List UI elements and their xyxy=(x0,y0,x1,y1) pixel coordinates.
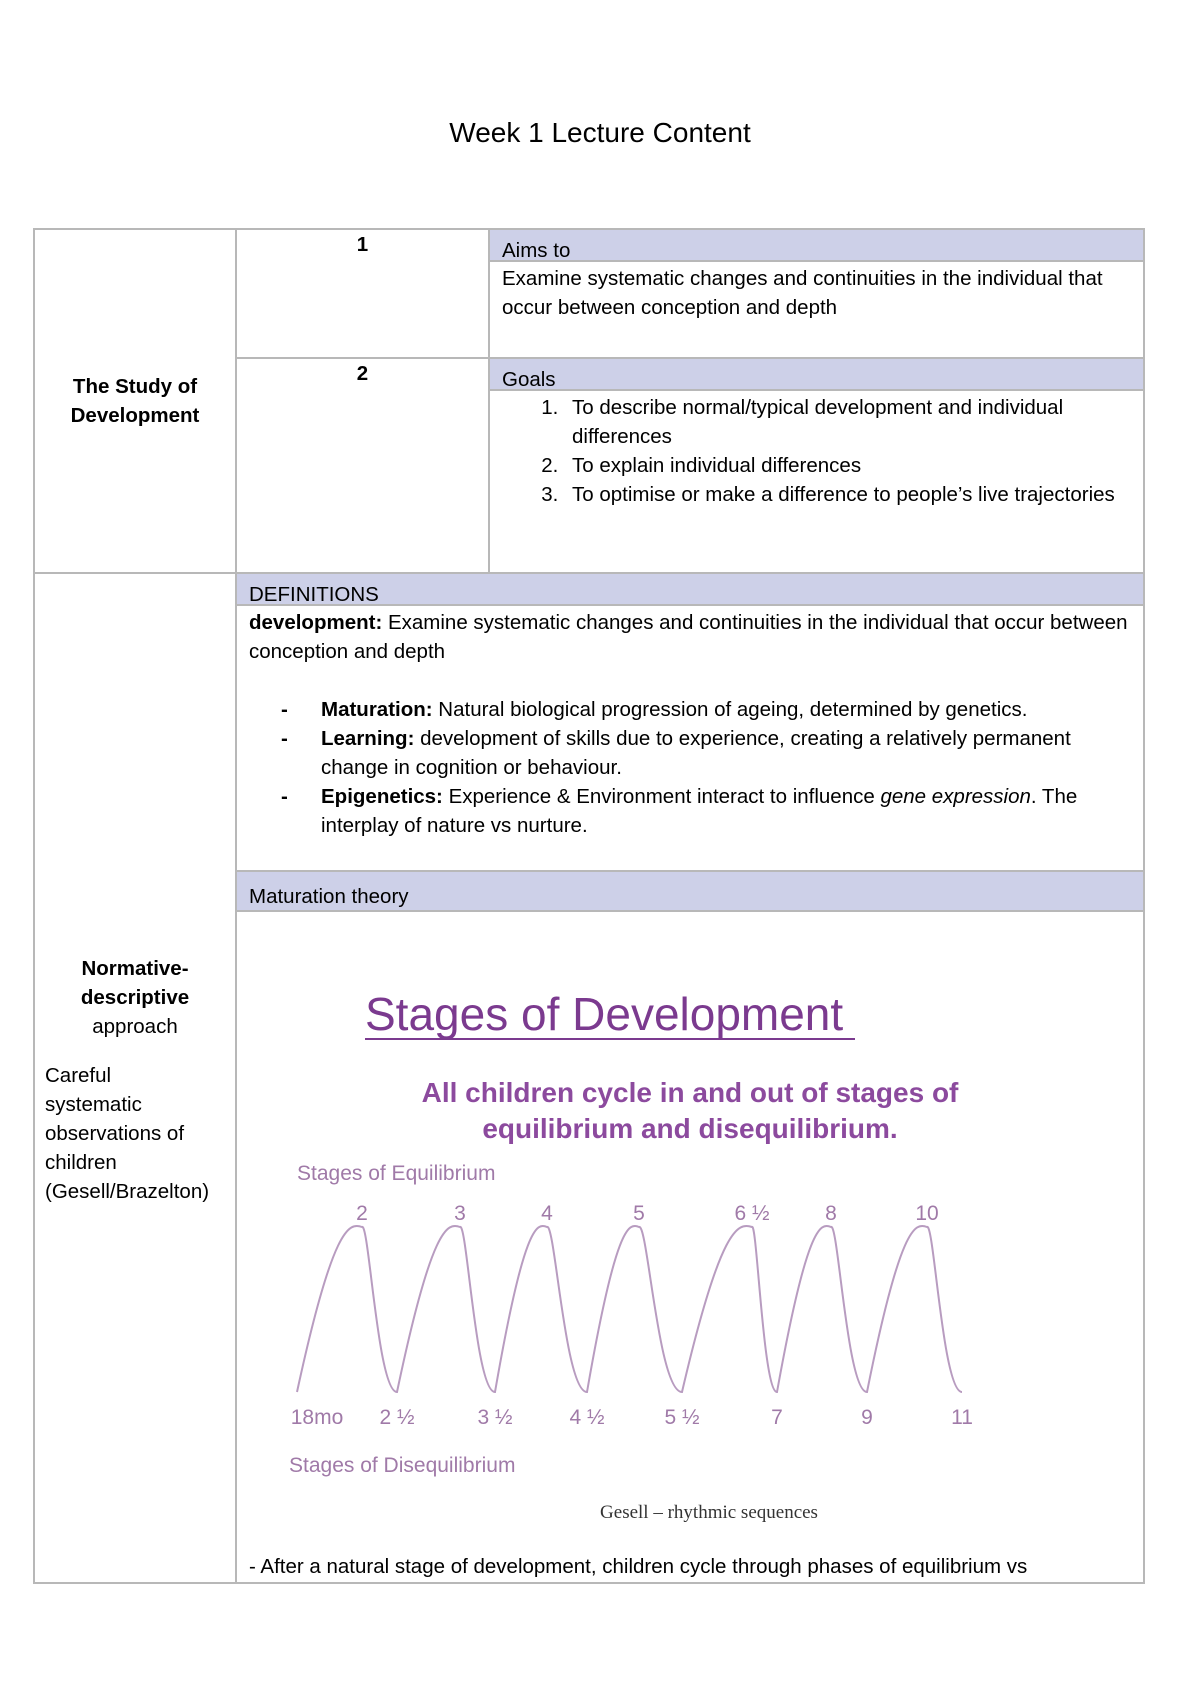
goal-item: 2. To explain individual differences xyxy=(564,451,1131,480)
peak-label: 10 xyxy=(915,1202,939,1225)
trailing-text: - After a natural stage of development, children cycle through phases of equilibrium vs xyxy=(249,1555,1028,1578)
trough-label: 3 ½ xyxy=(477,1406,513,1429)
definitions-list xyxy=(237,666,1143,870)
figure-caption: Gesell – rhythmic sequences xyxy=(600,1502,818,1523)
trough-label: 4 ½ xyxy=(569,1406,605,1429)
peak-label: 4 xyxy=(541,1202,553,1225)
peak-label: 6 ½ xyxy=(734,1202,770,1225)
study-of-development-label: The Study of Development xyxy=(34,229,236,573)
trough-label: 2 ½ xyxy=(379,1406,415,1429)
definition-item: - Epigenetics: Experience & Environment interact to influence gene expression. The interplay of nature vs nurture. xyxy=(321,782,1143,840)
trough-label: 9 xyxy=(861,1406,873,1429)
goals-cell xyxy=(489,358,1144,573)
row-number-1: 1 xyxy=(236,229,489,358)
disequilibrium-label: Stages of Disequilibrium xyxy=(289,1454,516,1477)
equilibrium-label: Stages of Equilibrium xyxy=(297,1162,496,1185)
stages-of-development-figure xyxy=(237,912,1143,1552)
goals-header: Goals xyxy=(490,359,1143,391)
goal-item: 1. To describe normal/typical development and individual differences xyxy=(564,393,1131,451)
aims-cell xyxy=(489,229,1144,358)
definition-item: - Maturation: Natural biological progression of ageing, determined by genetics. xyxy=(321,695,1143,724)
trough-label: 11 xyxy=(951,1406,973,1429)
peak-label: 3 xyxy=(454,1202,466,1225)
approach-note: Careful systematic observations of children (Gesell/Brazelton) xyxy=(45,1064,210,1203)
peak-label: 2 xyxy=(356,1202,368,1225)
definitions-cell xyxy=(236,573,1144,1583)
goals-list xyxy=(490,391,1143,519)
development-definition: development: Examine systematic changes and continuities in the individual that occur between conception and depth xyxy=(249,611,1128,663)
aims-header: Aims to xyxy=(490,230,1143,262)
trough-label: 7 xyxy=(771,1406,783,1429)
peak-label: 5 xyxy=(633,1202,645,1225)
peak-label: 8 xyxy=(825,1202,837,1225)
lecture-table xyxy=(33,228,1145,1584)
peak-labels xyxy=(356,1202,939,1225)
normative-descriptive-label: Normative- descriptive approach Careful systematic observations of children (Gesell/Brazelton) xyxy=(34,573,236,1583)
goal-item: 3. To optimise or make a difference to people’s live trajectories xyxy=(564,480,1131,509)
trough-label: 18mo xyxy=(290,1406,344,1429)
aims-body: Examine systematic changes and continuities in the individual that occur between conception and depth xyxy=(502,267,1103,319)
trough-labels xyxy=(291,1406,973,1429)
maturation-header: Maturation theory xyxy=(237,870,1143,912)
figure-subtitle-line2: equilibrium and disequilibrium. xyxy=(482,1113,898,1144)
definition-item: - Learning: development of skills due to experience, creating a relatively permanent change in cognition or behaviour. xyxy=(321,724,1143,782)
equilibrium-wave xyxy=(297,1226,962,1392)
figure-title: Stages of Development xyxy=(365,988,844,1040)
figure-subtitle-line1: All children cycle in and out of stages of xyxy=(421,1077,959,1108)
row-number-2: 2 xyxy=(236,358,489,573)
page-title: Week 1 Lecture Content xyxy=(449,117,751,148)
definitions-header: DEFINITIONS xyxy=(237,574,1143,606)
trough-label: 5 ½ xyxy=(664,1406,700,1429)
